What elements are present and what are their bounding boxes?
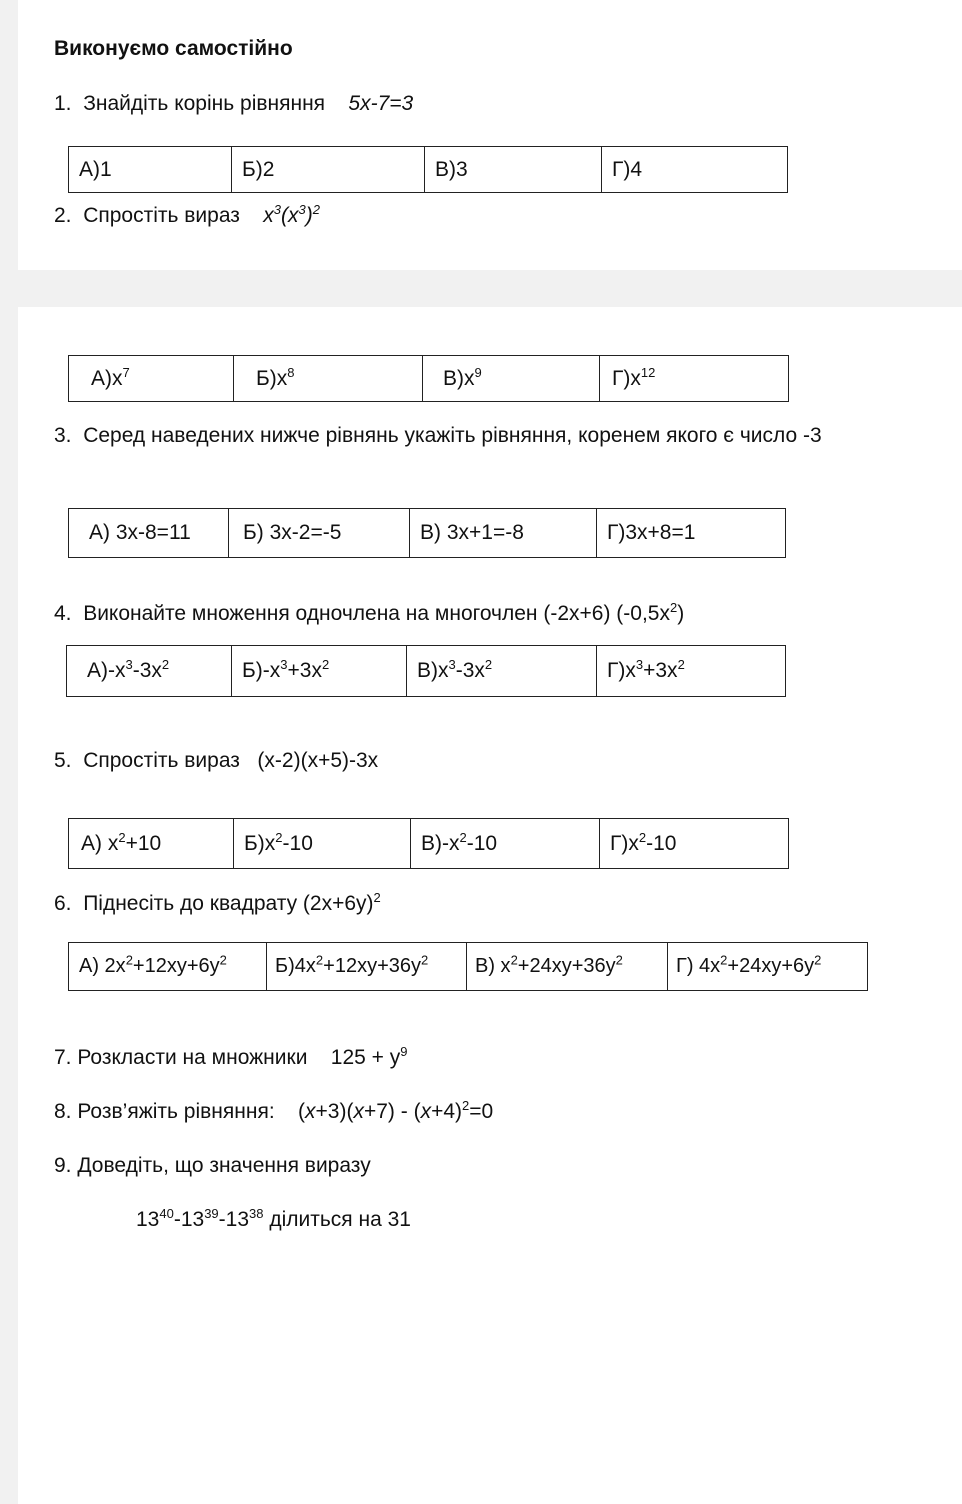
task-2-options xyxy=(68,355,789,402)
task-9-question: 9. Доведіть, що значення виразу xyxy=(54,1154,371,1177)
option-a[interactable]: А) 3x-8=11 xyxy=(69,509,229,558)
task-text: Піднесіть до квадрату (2x+6y) xyxy=(83,892,374,915)
option-a[interactable]: А) $2x^2+12xy+6y^2$ xyxy=(69,943,267,991)
document-page-1 xyxy=(18,0,962,270)
task-expression: $x^3(x^3)^2$ xyxy=(263,202,320,227)
task-expression: 5x-7=3 xyxy=(348,92,414,115)
option-a[interactable]: А)1 xyxy=(69,147,232,193)
option-a[interactable]: А) $x^2+10$ xyxy=(69,819,234,869)
option-b[interactable]: $Б)x^2-10$ xyxy=(234,819,411,869)
task-7-question xyxy=(54,1045,408,1070)
task-expression: (x-2)(x+5)-3x xyxy=(257,749,379,772)
option-g[interactable]: $Г)x^{12}$ xyxy=(600,356,789,402)
task-8-question xyxy=(54,1099,493,1124)
option-b[interactable]: $Б)-x^3+3x^2$ xyxy=(232,646,407,697)
task-text: 8. Розв’яжіть рівняння: xyxy=(54,1100,275,1123)
task-2-question xyxy=(54,203,320,228)
task-1-question xyxy=(54,91,413,116)
task-6-options xyxy=(68,942,868,991)
option-v[interactable]: $В)-x^2-10$ xyxy=(411,819,600,869)
task-3-options xyxy=(68,508,786,558)
task-3-question xyxy=(54,423,822,448)
task-number: 4. xyxy=(54,602,72,625)
option-v[interactable]: В) 3x+1=-8 xyxy=(410,509,597,558)
option-b[interactable]: Б)2 xyxy=(232,147,425,193)
document-page-2 xyxy=(18,307,962,1504)
task-expression: $125 + y^9$ xyxy=(330,1044,408,1069)
task-expression: $(x+3)(x+7) - (x+4)^2=0$ xyxy=(298,1098,494,1123)
option-v[interactable]: В)3 xyxy=(425,147,602,193)
option-v[interactable]: $В)x^3-3x^2$ xyxy=(407,646,597,697)
task-5-options xyxy=(68,818,789,869)
option-g[interactable]: Г) $4x^2+24xy+6y^2$ xyxy=(668,943,868,991)
task-text: Знайдіть корінь рівняння xyxy=(83,92,326,115)
task-number: 2. xyxy=(54,204,72,227)
option-b[interactable]: $Б)x^8$ xyxy=(234,356,423,402)
task-number: 5. xyxy=(54,749,72,772)
task-number: 6. xyxy=(54,892,72,915)
task-number: 3. xyxy=(54,424,72,447)
task-5-question xyxy=(54,748,378,773)
task-6-question: 6. Піднесіть до квадрату $(2x+6y)^2$ xyxy=(54,890,381,915)
option-v[interactable]: $В)x^9$ xyxy=(423,356,600,402)
task-text: Спростіть вираз xyxy=(83,749,240,772)
task-text: 7. Розкласти на множники xyxy=(54,1046,308,1069)
task-number: 1. xyxy=(54,92,72,115)
task-4-options xyxy=(66,645,786,697)
task-text: Виконайте множення одночлена на многочлен (-2x+6) (-0,5x xyxy=(83,602,670,625)
option-b[interactable]: $Б)4x^2+12xy+36y^2$ xyxy=(267,943,467,991)
option-g[interactable]: Г)4 xyxy=(602,147,788,193)
task-text: Спростіть вираз xyxy=(83,204,240,227)
option-g[interactable]: $Г)x^2-10$ xyxy=(600,819,789,869)
task-text: Серед наведених нижче рівнянь укажіть рівняння, коренем якого є число -3 xyxy=(83,424,822,447)
option-b[interactable]: Б) 3x-2=-5 xyxy=(229,509,410,558)
option-g[interactable]: $Г)x^3+3x^2$ xyxy=(597,646,786,697)
option-a[interactable]: $А)-x^3-3x^2$ xyxy=(67,646,232,697)
worksheet-title: Виконуємо самостійно xyxy=(54,37,293,60)
option-a[interactable]: $А)x^7$ xyxy=(69,356,234,402)
option-g[interactable]: Г)3x+8=1 xyxy=(597,509,786,558)
task-4-question: 4. Виконайте множення одночлена на многочлен (-2x+6) $(-0,5x^2)$ xyxy=(54,600,685,625)
task-1-options xyxy=(68,146,788,193)
task-9-expression: $13^{40}-13^{39}-13^{38}$ ділиться на 31 xyxy=(136,1206,411,1231)
option-v[interactable]: В) $x^2+24xy+36y^2$ xyxy=(467,943,668,991)
